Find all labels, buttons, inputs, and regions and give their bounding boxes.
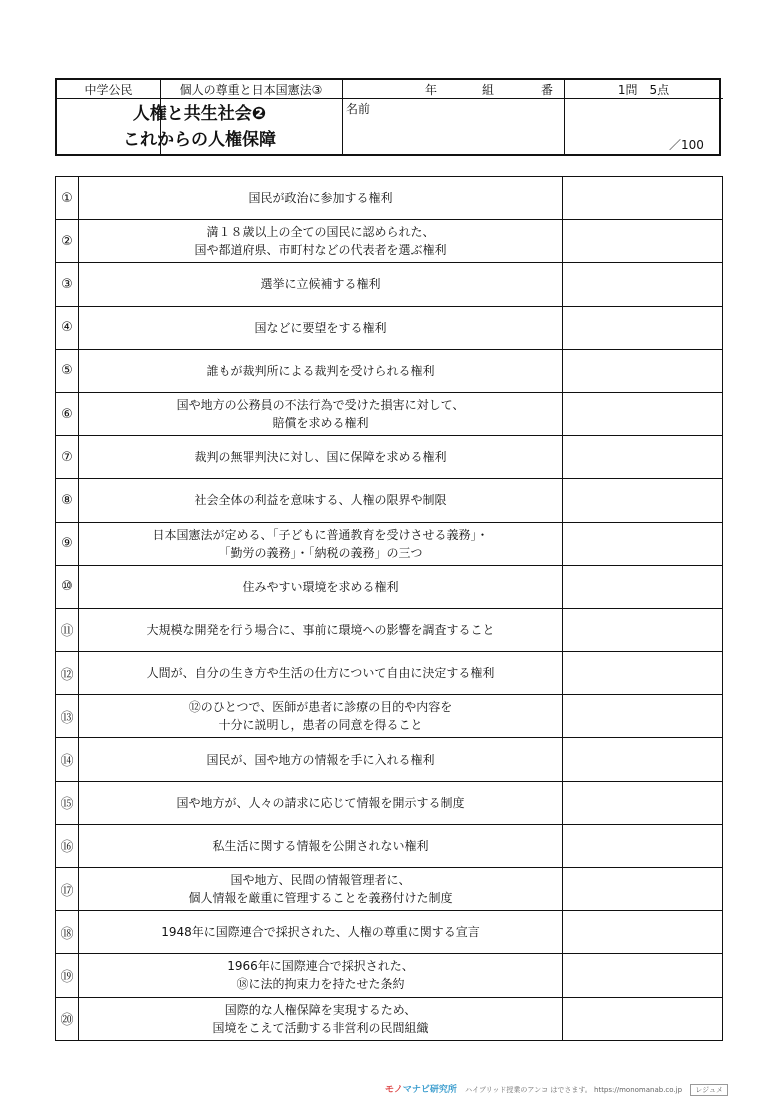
question-row <box>56 738 723 781</box>
question-number: ⑰ <box>56 868 79 911</box>
question-row <box>56 695 723 738</box>
question-line: 住みやすい環境を求める権利 <box>242 579 399 594</box>
question-row <box>56 954 723 997</box>
question-text <box>79 349 563 392</box>
score-label: ／100 <box>669 138 704 152</box>
answer-cell[interactable] <box>563 177 723 220</box>
question-text <box>79 220 563 263</box>
answer-cell[interactable] <box>563 565 723 608</box>
question-row <box>56 392 723 435</box>
question-number: ① <box>56 177 79 220</box>
question-number: ⑲ <box>56 954 79 997</box>
question-line: 1966年に国際連合で採択された、 <box>227 959 414 974</box>
question-row <box>56 608 723 651</box>
answer-cell[interactable] <box>563 738 723 781</box>
question-number: ⑤ <box>56 349 79 392</box>
question-line: 国や地方の公務員の不法行為で受けた損害に対して、 <box>176 398 465 413</box>
answer-cell[interactable] <box>563 349 723 392</box>
question-number: ⑩ <box>56 565 79 608</box>
class-label: 組 <box>482 83 495 97</box>
question-number: ⑯ <box>56 824 79 867</box>
unit-label: 個人の尊重と日本国憲法③ <box>179 83 323 97</box>
question-line: 国や地方、民間の情報管理者に、 <box>230 873 411 888</box>
answer-cell[interactable] <box>563 608 723 651</box>
question-line: 十分に説明し，患者の同意を得ること <box>218 718 423 733</box>
answer-cell[interactable] <box>563 263 723 306</box>
question-text <box>79 954 563 997</box>
answer-cell[interactable] <box>563 392 723 435</box>
question-row <box>56 652 723 695</box>
question-line: ⑱に法的拘束力を持たせた条約 <box>236 977 405 992</box>
question-number: ⑬ <box>56 695 79 738</box>
question-number: ③ <box>56 263 79 306</box>
question-number: ⑫ <box>56 652 79 695</box>
question-row <box>56 349 723 392</box>
question-text <box>79 608 563 651</box>
answer-cell[interactable] <box>563 652 723 695</box>
name-field[interactable] <box>345 99 564 156</box>
question-line: 国民が、国や地方の情報を手に入れる権利 <box>206 752 435 767</box>
question-text <box>79 824 563 867</box>
number-label: 番 <box>541 83 554 97</box>
question-row <box>56 824 723 867</box>
worksheet-header <box>55 78 721 156</box>
question-number: ⑧ <box>56 479 79 522</box>
question-row <box>56 522 723 565</box>
question-row <box>56 436 723 479</box>
answer-cell[interactable] <box>563 695 723 738</box>
answer-cell[interactable] <box>563 220 723 263</box>
answer-cell[interactable] <box>563 954 723 997</box>
question-text <box>79 392 563 435</box>
question-row <box>56 911 723 954</box>
points-label: 1問 5点 <box>617 83 670 97</box>
answer-cell[interactable] <box>563 306 723 349</box>
question-text <box>79 522 563 565</box>
question-number: ⑱ <box>56 911 79 954</box>
question-line: 国などに要望をする権利 <box>254 320 387 335</box>
question-line: 日本国憲法が定める、「子どもに普通教育を受けさせる義務」・ <box>152 527 489 542</box>
question-number: ⑦ <box>56 436 79 479</box>
publisher-logo: モノマナビ研究所 <box>385 1085 457 1095</box>
question-number: ⑨ <box>56 522 79 565</box>
question-text <box>79 565 563 608</box>
question-text <box>79 306 563 349</box>
question-text <box>79 911 563 954</box>
answer-cell[interactable] <box>563 911 723 954</box>
answer-cell[interactable] <box>563 781 723 824</box>
question-line: 国や地方が、人々の請求に応じて情報を開示する制度 <box>176 795 465 810</box>
question-line: 1948年に国際連合で採択された、人権の尊重に関する宣言 <box>161 925 480 940</box>
question-row <box>56 565 723 608</box>
question-table <box>55 176 723 1041</box>
answer-cell[interactable] <box>563 824 723 867</box>
footer-text: ハイブリッド授業のアンコ はでさます。 https://monomanab.co.jp <box>465 1086 683 1094</box>
question-number: ⑮ <box>56 781 79 824</box>
question-text <box>79 738 563 781</box>
question-text <box>79 436 563 479</box>
title-line-2: これからの人権保障 <box>123 130 276 150</box>
answer-cell[interactable] <box>563 868 723 911</box>
question-number: ⑪ <box>56 608 79 651</box>
answer-cell[interactable] <box>563 522 723 565</box>
page-title <box>57 99 342 157</box>
question-number: ⑭ <box>56 738 79 781</box>
answer-cell[interactable] <box>563 997 723 1040</box>
question-line: ⑫のひとつで、医師が患者に診療の目的や内容を <box>188 700 453 715</box>
question-text <box>79 652 563 695</box>
name-label: 名前 <box>346 102 371 116</box>
question-row <box>56 177 723 220</box>
question-row <box>56 220 723 263</box>
question-number: ④ <box>56 306 79 349</box>
question-number: ⑳ <box>56 997 79 1040</box>
question-row <box>56 479 723 522</box>
question-text <box>79 177 563 220</box>
question-line: 国境をこえて活動する非営利の民間組織 <box>212 1020 429 1035</box>
question-line: 選挙に立候補する権利 <box>260 277 381 292</box>
year-label: 年 <box>425 83 438 97</box>
question-line: 個人情報を厳重に管理することを義務付けた制度 <box>188 891 453 906</box>
question-row <box>56 263 723 306</box>
question-row <box>56 781 723 824</box>
question-line: 満１８歳以上の全ての国民に認められた、 <box>206 225 435 240</box>
footer-box: レジュメ <box>690 1084 728 1096</box>
question-line: 国際的な人権保障を実現するため、 <box>224 1002 417 1017</box>
question-row <box>56 997 723 1040</box>
question-line: 社会全体の利益を意味する、人権の限界や制限 <box>194 493 447 508</box>
question-text <box>79 781 563 824</box>
question-line: 賠償を求める権利 <box>272 416 369 431</box>
title-line-1: 人権と共生社会❷ <box>132 104 267 124</box>
answer-cell[interactable] <box>563 479 723 522</box>
question-text <box>79 479 563 522</box>
question-line: 人間が、自分の生き方や生活の仕方について自由に決定する権利 <box>146 666 495 681</box>
question-text <box>79 695 563 738</box>
question-row <box>56 868 723 911</box>
question-number: ② <box>56 220 79 263</box>
footer <box>385 1082 765 1096</box>
question-line: 私生活に関する情報を公開されない権利 <box>212 838 429 853</box>
question-line: 「勤労の義務」・「納税の義務」の三つ <box>218 545 423 560</box>
question-number: ⑥ <box>56 392 79 435</box>
question-text <box>79 263 563 306</box>
subject-label: 中学公民 <box>84 83 133 97</box>
answer-cell[interactable] <box>563 436 723 479</box>
question-text <box>79 868 563 911</box>
question-line: 大規模な開発を行う場合に、事前に環境への影響を調査すること <box>146 622 495 637</box>
question-line: 国や都道府県、市町村などの代表者を選ぶ権利 <box>194 243 447 258</box>
question-line: 国民が政治に参加する権利 <box>248 191 393 206</box>
question-line: 裁判の無罪判決に対し、国に保障を求める権利 <box>194 450 447 465</box>
question-text <box>79 997 563 1040</box>
question-row <box>56 306 723 349</box>
question-line: 誰もが裁判所による裁判を受けられる権利 <box>206 363 435 378</box>
